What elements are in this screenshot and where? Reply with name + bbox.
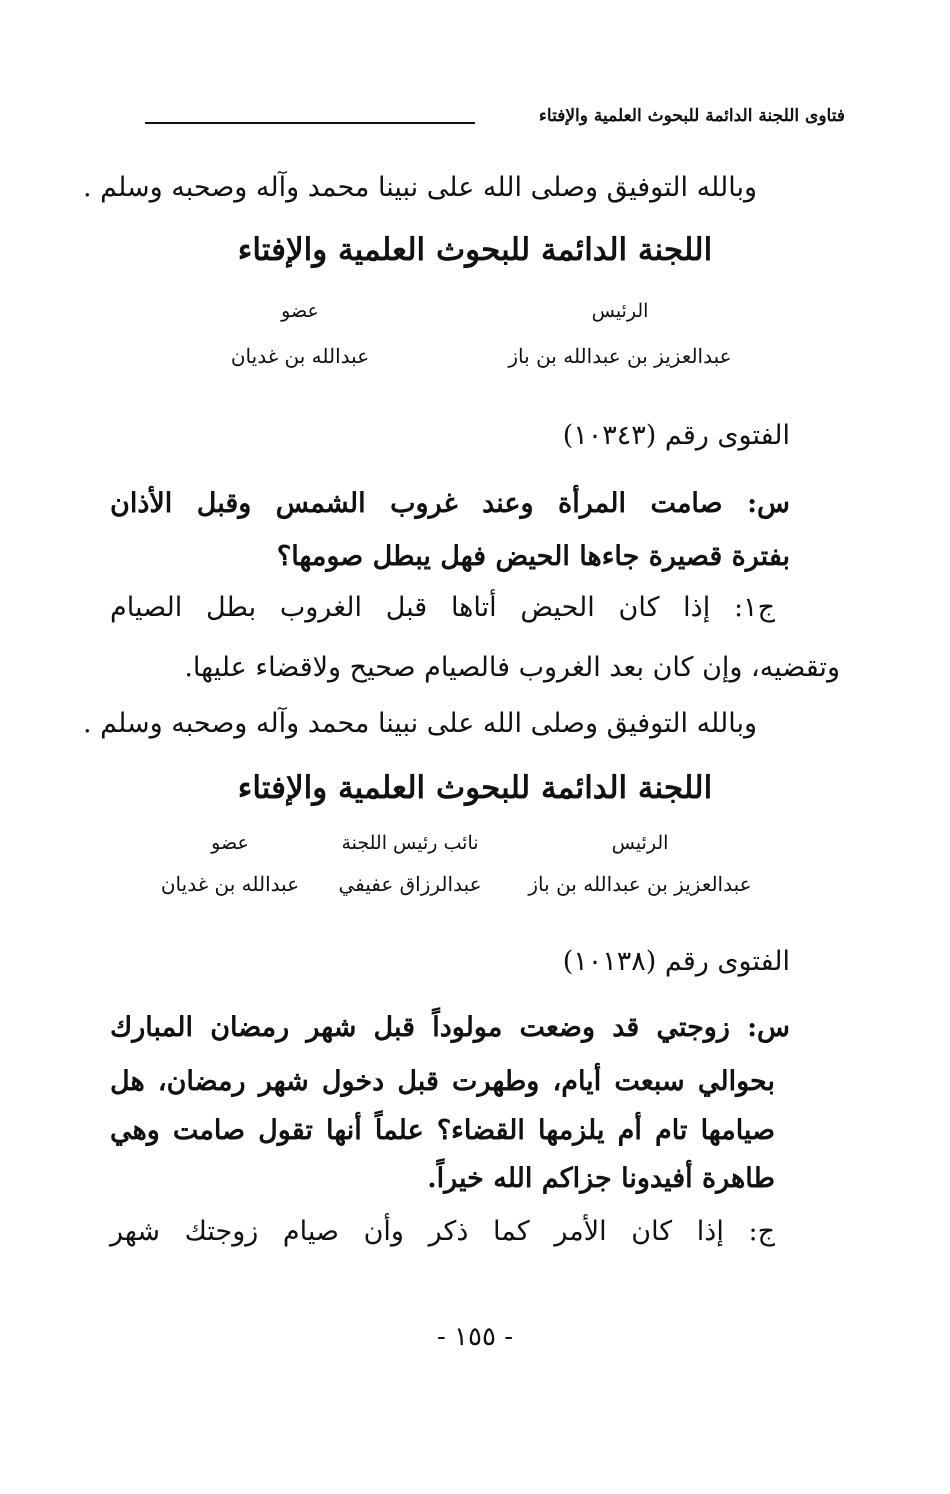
signature-role: عضو — [211, 832, 249, 854]
question-line: س: صامت المرأة وعند غروب الشمس وقبل الأذان — [110, 488, 790, 519]
answer-line: ج: إذا كان الأمر كما ذكر وأن صيام زوجتك شهر — [110, 1216, 775, 1247]
question-line: طاهرة أفيدونا جزاكم الله خيراً. — [427, 1163, 775, 1194]
signature-vice-chairman — [325, 832, 495, 896]
signature-chairman — [490, 300, 750, 368]
question-line: س: زوجتي قد وضعت مولوداً قبل شهر رمضان المبارك — [110, 1012, 790, 1043]
signature-role: الرئيس — [591, 300, 649, 322]
committee-title: اللجنة الدائمة للبحوث العلمية والإفتاء — [237, 770, 713, 806]
answer-line: وتقضيه، وإن كان بعد الغروب فالصيام صحيح ولاقضاء عليها. — [184, 652, 840, 683]
signature-block — [160, 832, 760, 896]
signature-member — [190, 300, 410, 368]
page-number: - ١٥٥ - — [436, 1322, 514, 1352]
signature-name: عبدالعزيز بن عبدالله بن باز — [528, 872, 752, 896]
signature-role: عضو — [281, 300, 319, 322]
fatwa-number: الفتوى رقم (١٠١٣٨) — [562, 946, 790, 977]
signature-block — [190, 300, 750, 368]
question-line: بفترة قصيرة جاءها الحيض فهل يبطل صومها؟ — [276, 541, 790, 572]
header-rule — [145, 122, 475, 124]
signature-name: عبدالله بن غديان — [160, 872, 300, 896]
question-line: صيامها تام أم يلزمها القضاء؟ علماً أنها تقول صامت وهي — [110, 1115, 775, 1146]
signature-role: الرئيس — [611, 832, 669, 854]
signature-chairman — [520, 832, 760, 896]
question-line: بحوالي سبعت أيام، وطهرت قبل دخول شهر رمضان، هل — [110, 1066, 775, 1097]
running-title: فتاوى اللجنة الدائمة للبحوث العلمية والإفتاء — [538, 106, 845, 126]
signature-name: عبدالعزيز بن عبدالله بن باز — [508, 344, 732, 368]
answer-line: ج١: إذا كان الحيض أتاها قبل الغروب بطل الصيام — [110, 592, 775, 623]
signature-role: نائب رئيس اللجنة — [341, 832, 479, 854]
closing-formula: وبالله التوفيق وصلى الله على نبينا محمد وآله وصحبه وسلم . — [82, 172, 757, 203]
fatwa-number: الفتوى رقم (١٠٣٤٣) — [562, 420, 790, 451]
closing-formula: وبالله التوفيق وصلى الله على نبينا محمد وآله وصحبه وسلم . — [82, 708, 757, 739]
signature-name: عبدالرزاق عفيفي — [338, 872, 482, 896]
signature-member — [160, 832, 300, 896]
running-header — [145, 100, 845, 140]
signature-name: عبدالله بن غديان — [230, 344, 370, 368]
committee-title: اللجنة الدائمة للبحوث العلمية والإفتاء — [237, 232, 713, 268]
